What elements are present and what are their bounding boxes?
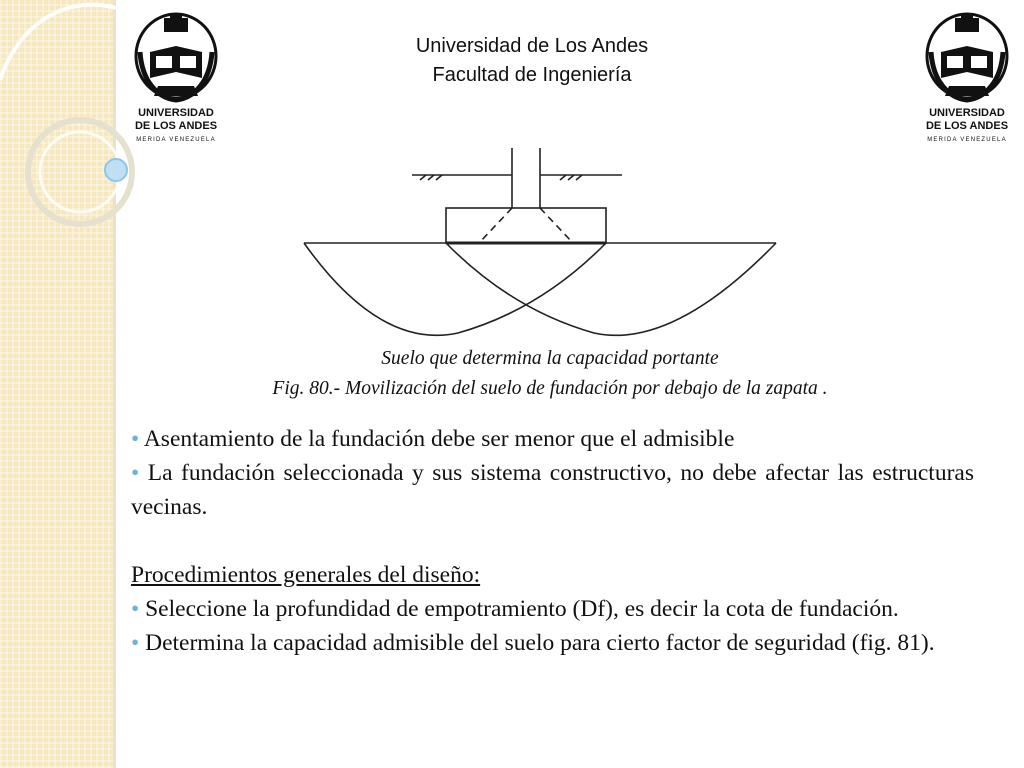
- logo-line-1: UNIVERSIDAD: [929, 107, 1005, 119]
- university-crest-icon: [128, 12, 224, 148]
- figure-caption-subtitle: Suelo que determina la capacidad portante: [381, 348, 719, 369]
- page-header: [300, 32, 764, 90]
- bullet-text: La fundación seleccionada y sus sistema constructivo, no debe afectar las estructuras vecinas.: [131, 460, 974, 520]
- footing-diagram: [300, 140, 780, 340]
- wedge-line-right: [540, 208, 572, 242]
- list-item: [131, 592, 974, 626]
- logo-line-1: UNIVERSIDAD: [138, 107, 214, 119]
- bullet-text: Asentamiento de la fundación debe ser menor que el admisible: [143, 426, 735, 452]
- university-crest-icon: [919, 12, 1015, 148]
- decorative-bubble: [105, 159, 127, 181]
- logo-line-2: DE LOS ANDES: [134, 120, 218, 132]
- footing: [446, 208, 606, 243]
- figure-captions: [130, 344, 970, 404]
- failure-surface-right: [446, 243, 776, 335]
- list-item: [131, 456, 974, 524]
- faculty-name: Facultad de Ingeniería: [432, 64, 632, 86]
- decorative-arc-top: [0, 5, 116, 80]
- university-logo-left: [128, 12, 224, 148]
- procedures-heading: Procedimientos generales del diseño:: [131, 562, 481, 588]
- wedge-line-left: [480, 208, 512, 242]
- bullet-text: Determina la capacidad admisible del suelo para cierto factor de seguridad (fig. 81).: [145, 630, 935, 656]
- bullet-icon: •: [131, 460, 140, 486]
- figure-caption-title: Fig. 80.- Movilización del suelo de fundación por debajo de la zapata .: [272, 378, 828, 399]
- university-logo-right: [919, 12, 1015, 148]
- bullet-icon: •: [131, 596, 140, 622]
- bullet-icon: •: [131, 426, 140, 452]
- list-item: [131, 626, 974, 660]
- university-name: Universidad de Los Andes: [415, 35, 649, 57]
- logo-line-2: DE LOS ANDES: [925, 120, 1009, 132]
- list-item: [131, 422, 974, 456]
- bullet-text: Seleccione la profundidad de empotramiento (Df), es decir la cota de fundación.: [145, 596, 899, 622]
- slide-body: [131, 422, 974, 660]
- logo-line-3: MERIDA VENEZUELA: [136, 137, 216, 143]
- bullet-icon: •: [131, 630, 140, 656]
- paragraph-spacer: [131, 524, 974, 558]
- logo-line-3: MERIDA VENEZUELA: [927, 137, 1007, 143]
